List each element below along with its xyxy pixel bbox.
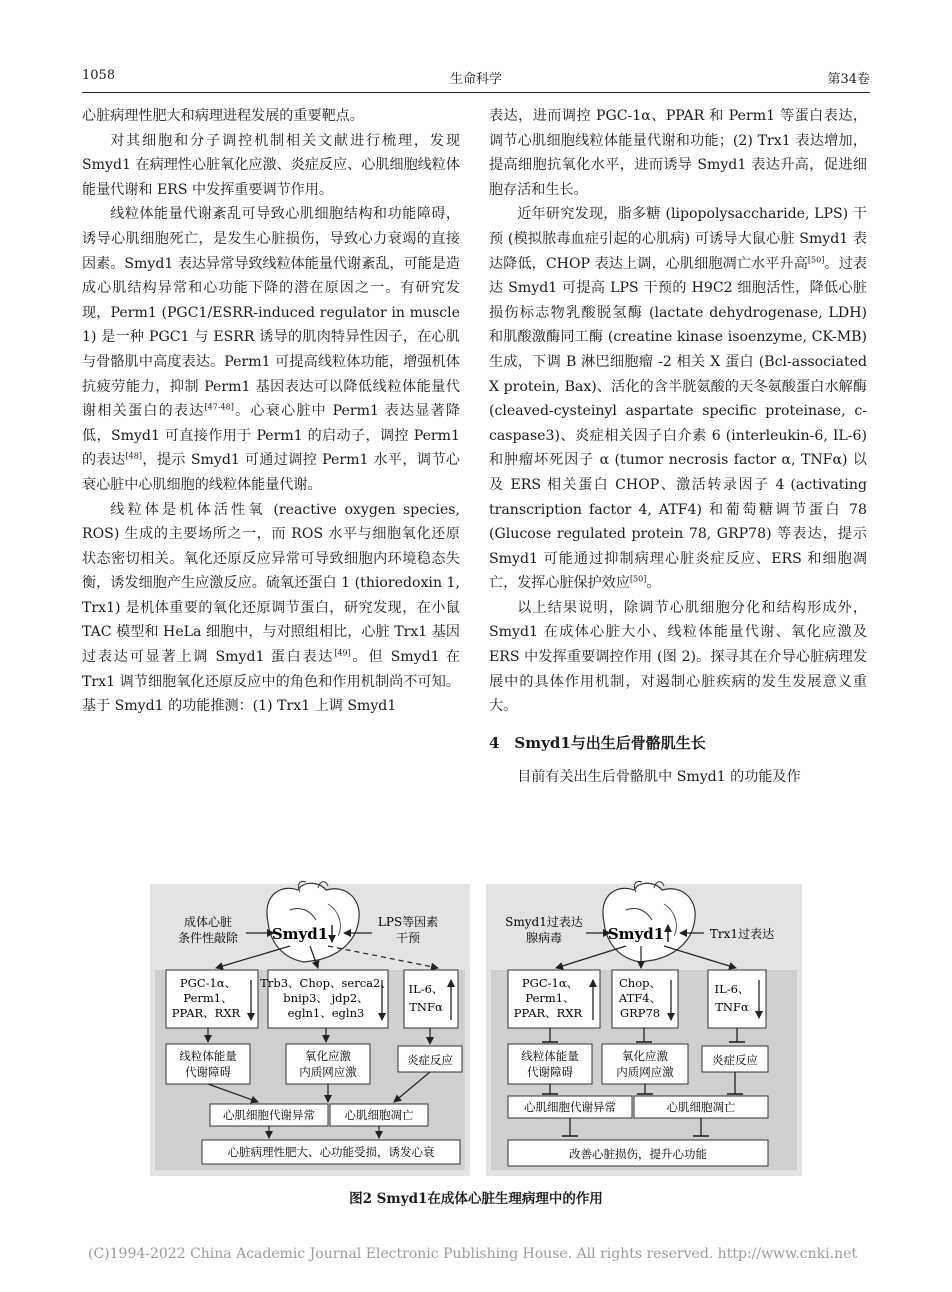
left-panel	[150, 881, 470, 1176]
box-text: ATF4、	[618, 991, 662, 1005]
paragraph: 近年研究发现，脂多糖 (lipopolysaccharide, LPS) 干预 (模拟脓毒血症引起的心肌病) 可诱导大鼠心脏 Smyd1 表达降低，CHOP 表达上调，心肌细胞凋亡水平升高[50]。过表达 Smyd1 可提高 LPS 干预的 H9C2 细胞活性，降低心脏损伤标志物乳酸脱氢酶 (lactate dehydrogenase, LDH) 和肌酸激酶同工酶 (creatine kinase isoenzyme, CK-MB) 生成，下调 B 淋巴细胞瘤 -2 相关 X 蛋白 (Bcl-associated X protein, Bax)、活化的含半胱氨酸的天冬氨酸蛋白水解酶 (cleaved-cysteinyl aspartate specific proteinase, c-caspase3)、炎症相关因子白介素 6 (interleukin-6, IL-6) 和肿瘤坏死因子 α (tumor necrosis factor α, TNFα) 以及 ERS 相关蛋白 CHOP、激活转录因子 4 (activating transcription factor 4, ATF4) 和葡萄糖调节蛋白 78 (Glucose regulated protein 78, GRP78) 等表达，提示 Smyd1 可能通过抑制病理心脏炎症反应、ERS 和细胞凋亡，发挥心脏保护效应[50]。	[489, 206, 868, 592]
section-heading: 4 Smyd1与出生后骨骼肌生长	[489, 733, 706, 752]
box-text: 炎症反应	[712, 1053, 758, 1067]
figure-2	[150, 880, 802, 1180]
right-column	[489, 104, 867, 790]
box-text: 心肌细胞代谢异常	[223, 1108, 315, 1122]
box-text: 内质网应激	[616, 1065, 674, 1079]
box-text: PPAR、RXR	[171, 1006, 241, 1020]
box-text: 改善心脏损伤，提升心功能	[569, 1147, 707, 1161]
citation: [47-48]	[204, 402, 234, 412]
box-text: 心肌细胞代谢异常	[524, 1100, 616, 1114]
box-text: 炎症反应	[407, 1053, 453, 1067]
box-text: Trb3、Chop、serca2、	[260, 976, 392, 990]
box-text: bnip3、 jdp2、	[283, 991, 369, 1005]
box-text: 氧化应激	[622, 1049, 668, 1063]
input-label: 腺病毒	[525, 931, 563, 945]
paragraph: 线粒体能量代谢紊乱可导致心肌细胞结构和功能障碍，诱导心肌细胞死亡，是发生心脏损伤，导致心力衰竭的直接因素。Smyd1 表达异常导致线粒体能量代谢紊乱，可能是造成心肌结构异常和心功能下降的潜在原因之一。有研究发现，Perm1 (PGC1/ESRR-induced regulator in muscle 1) 是一种 PGC1 与 ESRR 诱导的肌肉特异性因子，在心肌与骨骼肌中高度表达。Perm1 可提高线粒体功能，增强机体抗疲劳能力，抑制 Perm1 基因表达可以降低线粒体能量代谢相关蛋白的表达[47-48]。心衰心脏中 Perm1 表达显著降低，Smyd1 可直接作用于 Perm1 的启动子，调控 Perm1 的表达[48]，提示 Smyd1 可通过调控 Perm1 水平，调节心衰心脏中心肌细胞的线粒体能量代谢。	[82, 206, 461, 493]
box-text: Perm1、	[183, 991, 233, 1005]
input-label: Trx1过表达	[709, 927, 775, 941]
volume-number: 第34卷	[827, 72, 870, 87]
paragraph: 线粒体是机体活性氧 (reactive oxygen species, ROS) 生成的主要场所之一，而 ROS 水平与细胞氧化还原状态密切相关。氧化还原反应异常可导致细胞内环境稳态失衡，诱发细胞产生应激反应。硫氧还蛋白 1 (thioredoxin 1, Trx1) 是机体重要的氧化还原调节蛋白，研究发现，在小鼠 TAC 模型和 HeLa 细胞中，与对照组相比，心脏 Trx1 基因过表达可显著上调 Smyd1 蛋白表达[49]。但 Smyd1 在 Trx1 调节细胞氧化还原反应中的角色和作用机制尚不可知。基于 Smyd1 的功能推测：(1) Trx1 上调 Smyd1	[82, 501, 460, 715]
paragraph: 心脏病理性肥大和病理进程发展的重要靶点。	[82, 108, 364, 124]
box-text: 心脏病理性肥大、心功能受损，诱发心衰	[227, 1145, 435, 1159]
citation: [50]	[807, 254, 825, 264]
paragraph: 以上结果说明，除调节心肌细胞分化和结构形成外，Smyd1 在成体心脏大小、线粒体能量代谢、氧化应激及 ERS 中发挥重要调控作用 (图 2)。探寻其在介导心脏病理发展中的具体作用机制，对遏制心脏疾病的发生发展意义重大。	[489, 599, 867, 715]
box-text: TNFα	[409, 1000, 443, 1014]
box-text: 线粒体能量	[521, 1049, 579, 1063]
box-text: PGC-1α、	[521, 976, 579, 990]
running-header	[82, 68, 870, 92]
box-text: Perm1、	[525, 991, 575, 1005]
right-panel	[486, 881, 802, 1176]
citation: [49]	[334, 648, 351, 658]
input-label: 干预	[395, 931, 421, 945]
left-column	[82, 104, 460, 719]
citation: [50]	[629, 574, 647, 584]
box-text: 心肌细胞凋亡	[666, 1100, 736, 1114]
paragraph: 目前有关出生后骨骼肌中 Smyd1 的功能及作	[517, 769, 801, 786]
box-text: 线粒体能量	[179, 1049, 237, 1063]
box-text: PGC-1α、	[179, 976, 237, 990]
box-text: IL-6、	[714, 982, 750, 996]
smyd1-label: Smyd1	[607, 925, 665, 943]
box-text: PPAR、RXR	[513, 1006, 583, 1020]
box-text: 心肌细胞凋亡	[344, 1108, 414, 1122]
box-text: 代谢障碍	[527, 1065, 573, 1079]
box-text: IL-6、	[408, 982, 444, 996]
figure-diagram	[150, 880, 802, 1180]
input-label: 成体心脏	[183, 915, 233, 929]
box-text: 内质网应激	[299, 1065, 357, 1079]
box-text: TNFα	[715, 1000, 749, 1014]
box-text: 氧化应激	[305, 1049, 351, 1063]
box-text: egln1、egln3	[287, 1006, 365, 1020]
input-label: Smyd1过表达	[505, 915, 583, 929]
copyright-footer: (C)1994-2022 China Academic Journal Electronic Publishing House. All rights reserved. http://www.cnki.net	[88, 1246, 858, 1262]
figure-caption: 图2 Smyd1在成体心脏生理病理中的作用	[349, 1191, 603, 1207]
page-number: 1058	[82, 68, 116, 83]
input-label: 条件性敲除	[177, 931, 239, 945]
regulator-box	[708, 970, 766, 1028]
input-label: LPS等因素	[377, 915, 439, 929]
paragraph: 对其细胞和分子调控机制相关文献进行梳理，发现 Smyd1 在病理性心脏氧化应激、炎症反应、心肌细胞线粒体能量代谢和 ERS 中发挥重要调节作用。	[82, 132, 460, 198]
paragraph: 表达，进而调控 PGC-1α、PPAR 和 Perm1 等蛋白表达，调节心肌细胞线粒体能量代谢和功能；(2) Trx1 表达增加，提高细胞抗氧化水平，进而诱导 Smyd1 表达升高，促进细胞存活和生长。	[489, 108, 867, 198]
box-text: 代谢障碍	[185, 1065, 231, 1079]
box-text: Chop、	[619, 976, 661, 990]
citation: [48]	[125, 451, 142, 461]
smyd1-label: Smyd1	[271, 925, 329, 943]
box-text: GRP78	[619, 1006, 661, 1020]
header-rule	[82, 92, 870, 93]
journal-name: 生命科学	[449, 72, 502, 87]
regulator-box	[404, 970, 458, 1028]
